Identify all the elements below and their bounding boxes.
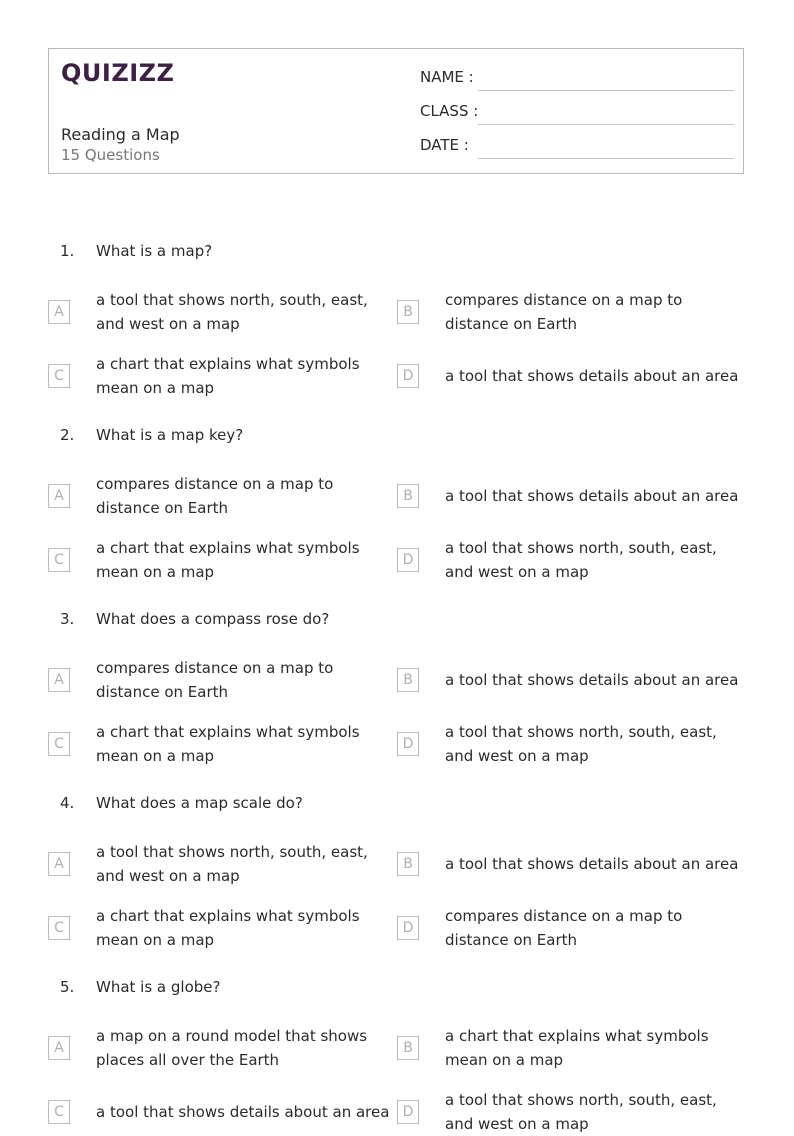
option-a-box[interactable]: A — [48, 484, 70, 508]
question-number: 4. — [60, 794, 75, 812]
option-d-text: a tool that shows north, south, east, and west on a map — [445, 723, 717, 765]
option-b-box[interactable]: B — [397, 484, 419, 508]
option-c-text: a tool that shows details about an area — [96, 1103, 390, 1121]
option-c-text: a chart that explains what symbols mean on a map — [96, 907, 360, 949]
option-b-text: a tool that shows details about an area — [445, 487, 739, 505]
option-d-box[interactable]: D — [397, 916, 419, 940]
option-c-box[interactable]: C — [48, 1100, 70, 1124]
option-b-box[interactable]: B — [397, 300, 419, 324]
question-number: 1. — [60, 242, 75, 260]
question-count: 15 Questions — [61, 146, 160, 164]
option-c-box[interactable]: C — [48, 548, 70, 572]
date-line[interactable] — [478, 158, 734, 159]
option-c-box[interactable]: C — [48, 732, 70, 756]
option-b-text: a tool that shows details about an area — [445, 671, 739, 689]
option-c-box[interactable]: C — [48, 916, 70, 940]
question-number: 2. — [60, 426, 75, 444]
option-a-box[interactable]: A — [48, 852, 70, 876]
option-d-box[interactable]: D — [397, 548, 419, 572]
name-line[interactable] — [478, 90, 734, 91]
option-b-box[interactable]: B — [397, 852, 419, 876]
option-d-box[interactable]: D — [397, 364, 419, 388]
quizizz-logo: QUIZIZZ — [61, 59, 175, 87]
class-label: CLASS : — [420, 102, 479, 120]
worksheet-title: Reading a Map — [61, 125, 180, 144]
option-a-box[interactable]: A — [48, 300, 70, 324]
option-b-box[interactable]: B — [397, 1036, 419, 1060]
option-d-text: a tool that shows north, south, east, and west on a map — [445, 539, 717, 581]
option-c-text: a chart that explains what symbols mean on a map — [96, 723, 360, 765]
question-3 — [0, 610, 794, 634]
question-1 — [0, 242, 794, 266]
option-d-text: a tool that shows north, south, east, and west on a map — [445, 1091, 717, 1133]
option-a-box[interactable]: A — [48, 1036, 70, 1060]
date-field[interactable] — [420, 136, 734, 160]
option-d-text: a tool that shows details about an area — [445, 367, 739, 385]
option-b-box[interactable]: B — [397, 668, 419, 692]
question-text: What is a globe? — [96, 978, 221, 996]
question-text: What is a map? — [96, 242, 213, 260]
option-c-box[interactable]: C — [48, 364, 70, 388]
name-field[interactable] — [420, 68, 734, 92]
question-2 — [0, 426, 794, 450]
name-label: NAME : — [420, 68, 474, 86]
option-a-text: a tool that shows north, south, east, and west on a map — [96, 843, 368, 885]
question-number: 3. — [60, 610, 75, 628]
question-text: What is a map key? — [96, 426, 244, 444]
question-number: 5. — [60, 978, 75, 996]
date-label: DATE : — [420, 136, 469, 154]
option-b-text: a tool that shows details about an area — [445, 855, 739, 873]
option-d-box[interactable]: D — [397, 732, 419, 756]
option-a-text: compares distance on a map to distance on Earth — [96, 475, 334, 517]
option-b-text: a chart that explains what symbols mean on a map — [445, 1027, 709, 1069]
option-a-text: a map on a round model that shows places all over the Earth — [96, 1027, 368, 1069]
option-c-text: a chart that explains what symbols mean on a map — [96, 355, 360, 397]
option-a-text: a tool that shows north, south, east, and west on a map — [96, 291, 368, 333]
option-a-text: compares distance on a map to distance on Earth — [96, 659, 334, 701]
option-a-box[interactable]: A — [48, 668, 70, 692]
option-d-text: compares distance on a map to distance on Earth — [445, 907, 683, 949]
question-5 — [0, 978, 794, 1002]
option-d-box[interactable]: D — [397, 1100, 419, 1124]
question-text: What does a compass rose do? — [96, 610, 330, 628]
question-text: What does a map scale do? — [96, 794, 303, 812]
worksheet-header — [48, 48, 744, 174]
option-c-text: a chart that explains what symbols mean on a map — [96, 539, 360, 581]
option-b-text: compares distance on a map to distance on Earth — [445, 291, 683, 333]
class-line[interactable] — [478, 124, 734, 125]
class-field[interactable] — [420, 102, 734, 126]
question-4 — [0, 794, 794, 818]
